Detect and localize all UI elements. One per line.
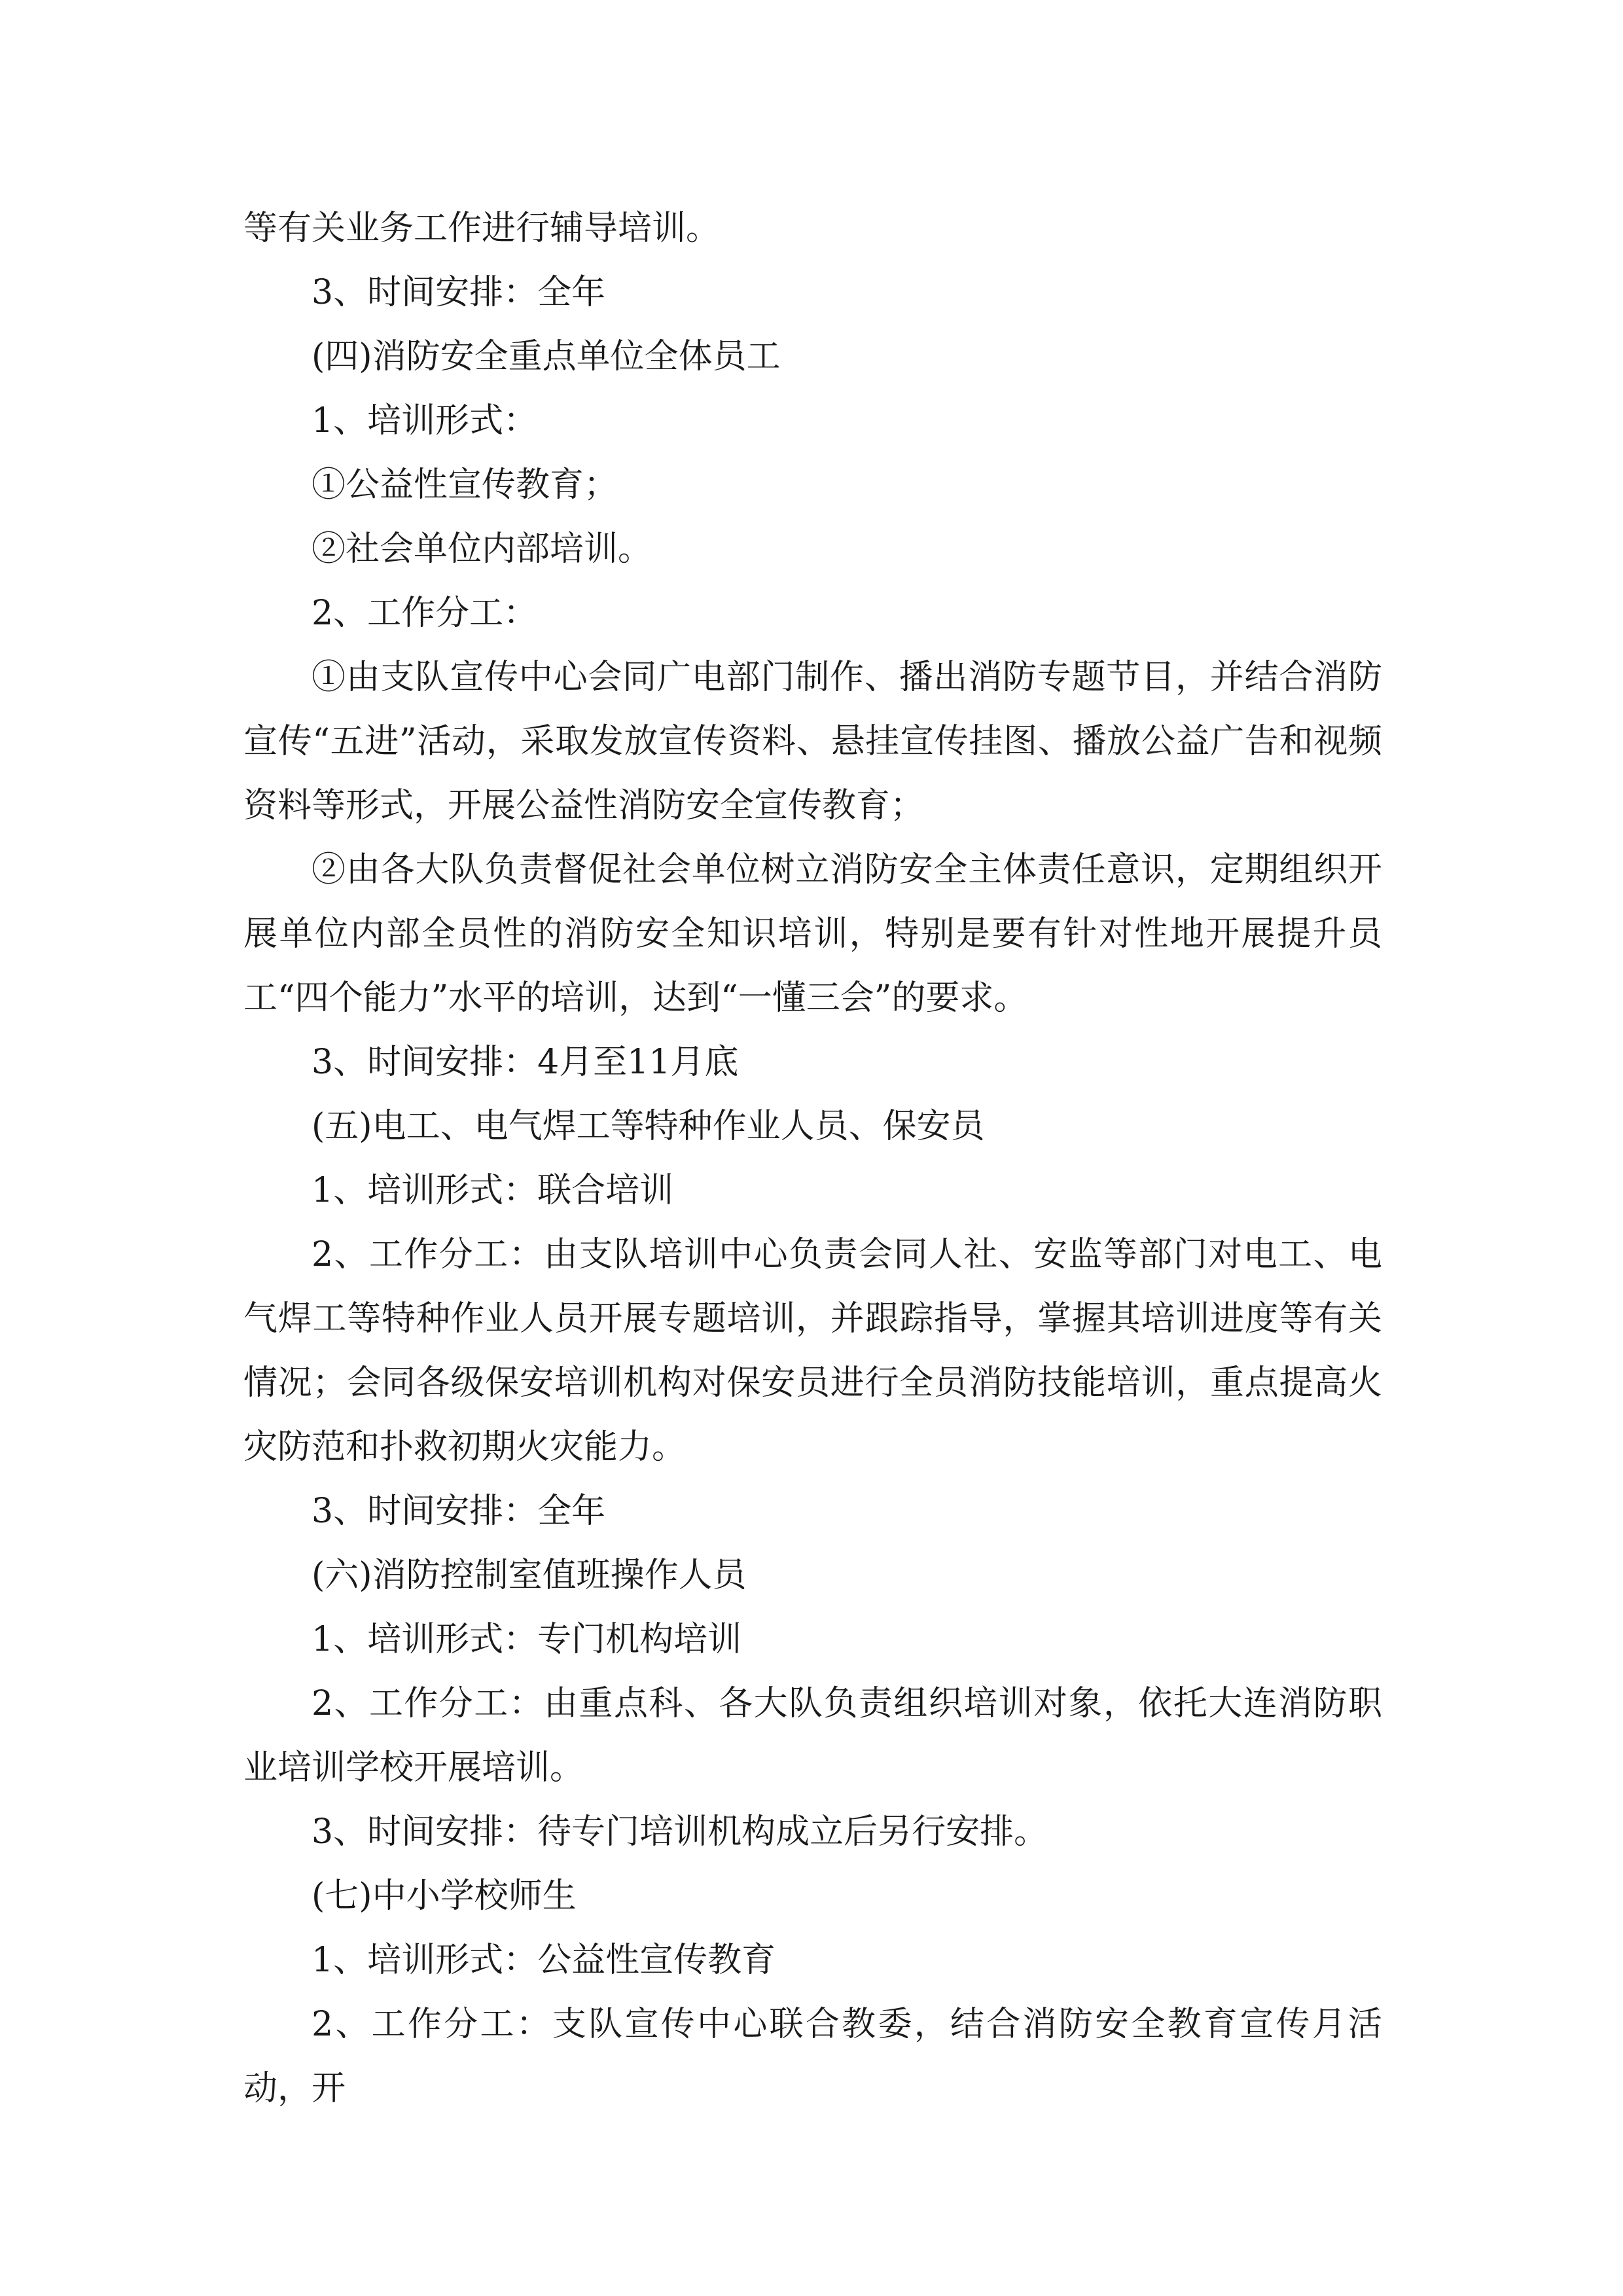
paragraph-time-arrangement: 3、时间安排：4月至11月底 bbox=[312, 1043, 739, 1082]
list-item: ②社会单位内部培训。 bbox=[312, 529, 652, 569]
paragraph-training-form: 1、培训形式：专门机构培训 bbox=[312, 1620, 742, 1659]
paragraph-training-form: 1、培训形式：公益性宣传教育 bbox=[312, 1941, 776, 1980]
paragraph-division-of-work: 2、工作分工：支队宣传中心联合教委，结合消防安全教育宣传月活动，开 bbox=[243, 2005, 1382, 2108]
paragraph-time-arrangement: 3、时间安排：全年 bbox=[312, 1492, 606, 1531]
paragraph-continuation: 等有关业务工作进行辅导培训。 bbox=[243, 209, 721, 248]
section-heading-5: (五)电工、电气焊工等特种作业人员、保安员 bbox=[312, 1107, 985, 1146]
section-heading-4: (四)消防安全重点单位全体员工 bbox=[312, 337, 781, 376]
paragraph-division-of-work: 2、工作分工：由重点科、各大队负责组织培训对象，依托大连消防职业培训学校开展培训。 bbox=[243, 1684, 1382, 1787]
paragraph-training-form: 1、培训形式： bbox=[312, 401, 538, 440]
paragraph-time-arrangement: 3、时间安排：待专门培训机构成立后另行安排。 bbox=[312, 1812, 1048, 1852]
paragraph-division-of-work: 2、工作分工：由支队培训中心负责会同人社、安监等部门对电工、电气焊工等特种作业人员开展专题培训，并跟踪指导，掌握其培训进度等有关情况；会同各级保安培训机构对保安员进行全员消防技能培训，重点提高火灾防范和扑救初期火灾能力。 bbox=[243, 1235, 1382, 1467]
list-item: ①由支队宣传中心会同广电部门制作、播出消防专题节目，并结合消防宣传“五进”活动，采取发放宣传资料、悬挂宣传挂图、播放公益广告和视频资料等形式，开展公益性消防安全宣传教育； bbox=[243, 658, 1382, 825]
list-item: ①公益性宣传教育； bbox=[312, 465, 618, 505]
section-heading-7: (七)中小学校师生 bbox=[312, 1876, 577, 1916]
paragraph-training-form: 1、培训形式：联合培训 bbox=[312, 1171, 674, 1210]
document-body bbox=[243, 196, 1382, 2121]
paragraph-time-arrangement: 3、时间安排：全年 bbox=[312, 273, 606, 312]
section-heading-6: (六)消防控制室值班操作人员 bbox=[312, 1556, 747, 1595]
paragraph-division-of-work: 2、工作分工： bbox=[312, 594, 538, 633]
list-item: ②由各大队负责督促社会单位树立消防安全主体责任意识，定期组织开展单位内部全员性的消防安全知识培训，特别是要有针对性地开展提升员工“四个能力”水平的培训，达到“一懂三会”的要求。 bbox=[243, 850, 1382, 1018]
